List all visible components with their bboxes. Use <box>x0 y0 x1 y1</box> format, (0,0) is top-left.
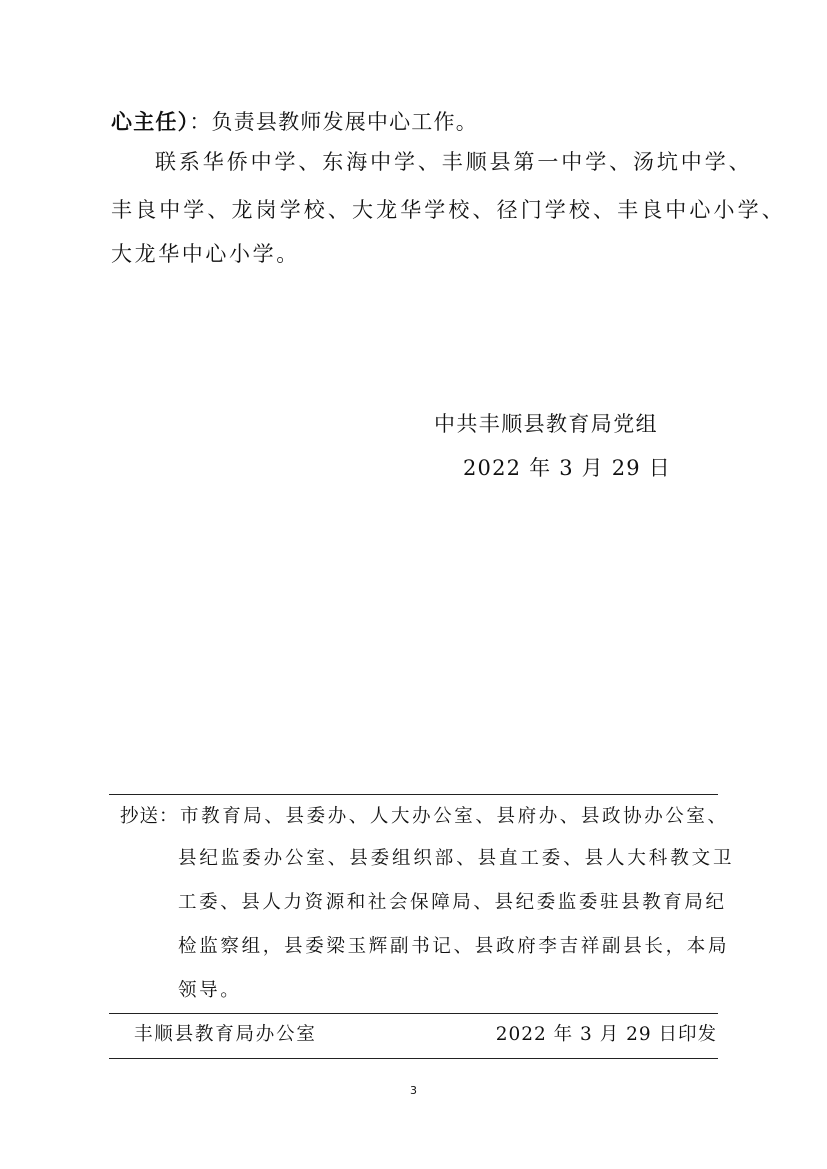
cc-line-1: 市教育局、县委办、人大办公室、县府办、县政协办公室、 <box>180 806 729 827</box>
body-line-1-bold: 心主任） <box>111 109 190 134</box>
body-line-4: 大龙华中心小学。 <box>111 242 300 266</box>
cc-line-4: 检监察组，县委梁玉辉副书记、县政府李吉祥副县长，本局 <box>178 936 730 957</box>
cc-line-5: 领导。 <box>178 980 242 1001</box>
signature-date: 2022 年 3 月 29 日 <box>463 456 671 480</box>
footer-issuer: 丰顺县教育局办公室 <box>134 1024 317 1045</box>
page-number: 3 <box>410 1084 417 1097</box>
body-line-1 <box>111 108 478 136</box>
footer-bottom-divider <box>109 1058 718 1059</box>
footer-top-divider <box>109 1013 718 1014</box>
signature-organization: 中共丰顺县教育局党组 <box>434 412 658 436</box>
body-line-1-rest: ：负责县教师发展中心工作。 <box>189 110 478 134</box>
cc-top-divider <box>109 794 718 795</box>
cc-label: 抄送： <box>120 806 179 827</box>
cc-line-2: 县纪监委办公室、县委组织部、县直工委、县人大科教文卫 <box>178 848 735 869</box>
cc-line-3: 工委、县人力资源和社会保障局、县纪委监委驻县教育局纪 <box>178 892 727 913</box>
footer-issue-date: 2022 年 3 月 29 日印发 <box>495 1024 717 1045</box>
body-line-2: 联系华侨中学、东海中学、丰顺县第一中学、汤坑中学、 <box>155 150 753 174</box>
body-line-3: 丰良中学、龙岗学校、大龙华学校、径门学校、丰良中心小学、 <box>111 198 786 222</box>
